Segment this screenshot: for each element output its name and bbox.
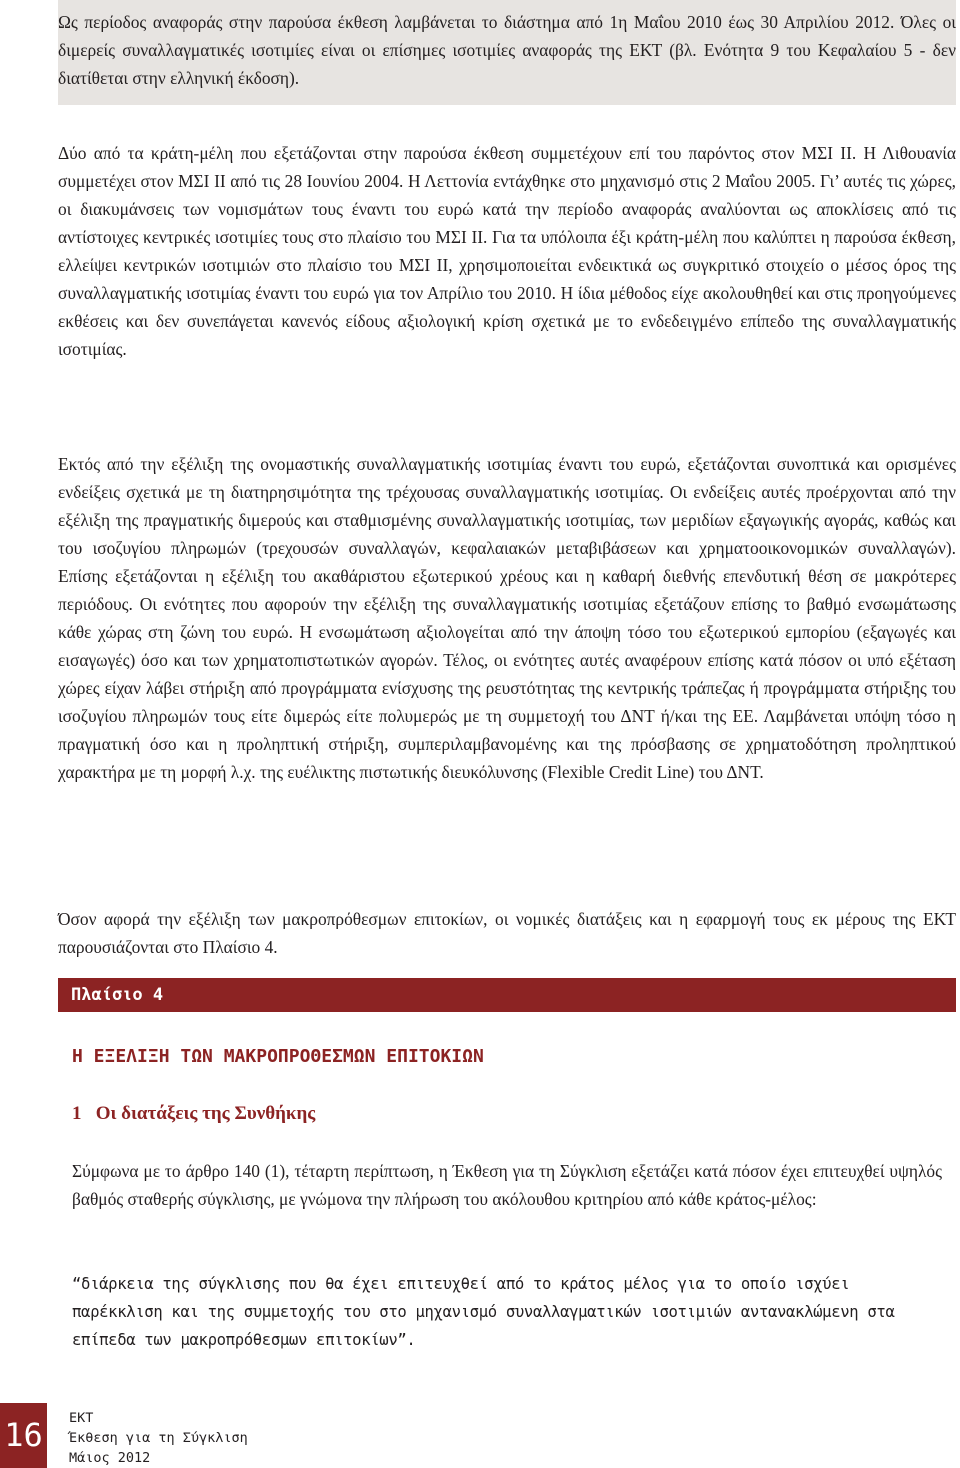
box-title: Η ΕΞΕΛΙΞΗ ΤΩΝ ΜΑΚΡΟΠΡΟΘΕΣΜΩΝ ΕΠΙΤΟΚΙΩΝ [72, 1046, 484, 1067]
box-label: Πλαίσιο 4 [58, 978, 956, 1012]
erm2-paragraph: Δύο από τα κράτη-μέλη που εξετάζονται στην παρούσα έκθεση συμμετέχουν επί του παρόντος στον ΜΣΙ ΙΙ. Η Λιθουανία συμμετέχει στον ΜΣΙ ΙΙ από τις 28 Ιουνίου 2004. Η Λεττονία εντάχθηκε στο μηχανισμό στις 2 Μαΐου 2005. Γι’ αυτές τις χώρες, οι διακυμάνσεις των νομισμάτων τους έναντι του ευρώ κατά την περίοδο αναφοράς αναλύονται ως αποκλίσεις από τις αντίστοιχες κεντρικές ισοτιμίες τους στο πλαίσιο του ΜΣΙ ΙΙ. Για τα υπόλοιπα έξι κράτη-μέλη που καλύπτει η παρούσα έκθεση, ελλείψει κεντρικών ισοτιμιών στο πλαίσιο του ΜΣΙ ΙΙ, χρησιμοποιείται ενδεικτικά ως συγκριτικό στοιχείο ο μέσος όρος της συναλλαγματικής ισοτιμίας έναντι του ευρώ για τον Απρίλιο του 2010. Η ίδια μέθοδος είχε ακολουθηθεί και στις προηγούμενες εκθέσεις και δεν συνεπάγεται κανενός είδους αξιολογική κρίση σχετικά με το ενδεδειγμένο επίπεδο της συναλλαγματικής ισοτιμίας. [58, 143, 956, 359]
box-paragraph: Σύμφωνα με το άρθρο 140 (1), τέταρτη περίπτωση, η Έκθεση για τη Σύγκλιση εξετάζει κατά πόσον έχει επιτευχθεί υψηλός βαθμός σταθερής σύγκλισης, με γνώμονα την πλήρωση του ακόλουθου κριτηρίου από κάθε κράτος-μέλος: [72, 1161, 942, 1209]
section-number: 1 [72, 1103, 82, 1124]
reference-period-note [58, 0, 956, 105]
footer-date: Μάιος 2012 [69, 1450, 151, 1466]
footer-report-title: Έκθεση για τη Σύγκλιση [69, 1430, 248, 1446]
reference-period-paragraph: Ως περίοδος αναφοράς στην παρούσα έκθεση λαμβάνεται το διάστημα από 1η Μαΐου 2010 έως 30 Απριλίου 2012. Όλες οι διμερείς συναλλαγματικές ισοτιμίες είναι οι επίσημες ισοτιμίες αναφοράς της ΕΚΤ (βλ. Ενότητα 9 του Κεφαλαίου 5 - δεν διατίθεται στην ελληνική έκδοση). [58, 12, 956, 88]
page-number: 16 [0, 1403, 47, 1468]
interest-rates-paragraph: Όσον αφορά την εξέλιξη των μακροπρόθεσμων επιτοκίων, οι νομικές διατάξεις και η εφαρμογή τους εκ μέρους της ΕΚΤ παρουσιάζονται στο Πλαίσιο 4. [58, 909, 956, 957]
footer-org: ΕΚΤ [69, 1410, 94, 1426]
treaty-quote: “διάρκεια της σύγκλισης που θα έχει επιτευχθεί από το κράτος μέλος για το οποίο ισχύει παρέκκλιση και της συμμετοχής του στο μηχανισμό συναλλαγματικών ισοτιμιών αντανακλώμενη στα επίπεδα των μακροπρόθεσμων επιτοκίων”. [72, 1275, 895, 1349]
exchange-rate-indicators-paragraph: Εκτός από την εξέλιξη της ονομαστικής συναλλαγματικής ισοτιμίας έναντι του ευρώ, εξετάζονται συνοπτικά και ορισμένες ενδείξεις σχετικά με τη διατηρησιμότητα της τρέχουσας συναλλαγματικής ισοτιμίας. Οι ενδείξεις αυτές προέρχονται από την εξέλιξη της πραγματικής διμερούς και σταθμισμένης συναλλαγματικής ισοτιμίας, των μεριδίων εξαγωγικής αγοράς, καθώς και του ισοζυγίου πληρωμών (τρεχουσών συναλλαγών, κεφαλαιακών μεταβιβάσεων και χρηματοοικονομικών συναλλαγών). Επίσης εξετάζονται η εξέλιξη του ακαθάριστου εξωτερικού χρέους και η καθαρή διεθνής επενδυτική θέση σε μακρότερες περιόδους. Οι ενότητες που αφορούν την εξέλιξη της συναλλαγματικής ισοτιμίας εξετάζουν επίσης το βαθμό ενσωμάτωσης κάθε χώρας στη ζώνη του ευρώ. Η ενσωμάτωση αξιολογείται από την άποψη τόσο του εξωτερικού εμπορίου (εξαγωγές και εισαγωγές) όσο και των χρηματοπιστωτικών αγορών. Τέλος, οι ενότητες αυτές αναφέρουν επίσης κατά πόσον οι υπό εξέταση χώρες είχαν λάβει στήριξη από προγράμματα ενίσχυσης της ρευστότητας της κεντρικής τράπεζας ή προγράμματα στήριξης του ισοζυγίου πληρωμών τους είτε διμερώς είτε πολυμερώς με τη συμμετοχή του ΔΝΤ ή/και της ΕΕ. Λαμβάνεται υπόψη τόσο η πραγματική όσο και η προληπτική στήριξη, συμπεριλαμβανομένης και της πρόσβασης σε χρηματοδότηση προληπτικού χαρακτήρα με τη μορφή λ.χ. της ευέλικτης πιστωτικής διευκόλυνσης (Flexible Credit Line) του ΔΝΤ. [58, 454, 956, 782]
section-title: Οι διατάξεις της Συνθήκης [95, 1103, 316, 1124]
box-section-heading [72, 1100, 315, 1128]
footer-publication [69, 1408, 248, 1468]
